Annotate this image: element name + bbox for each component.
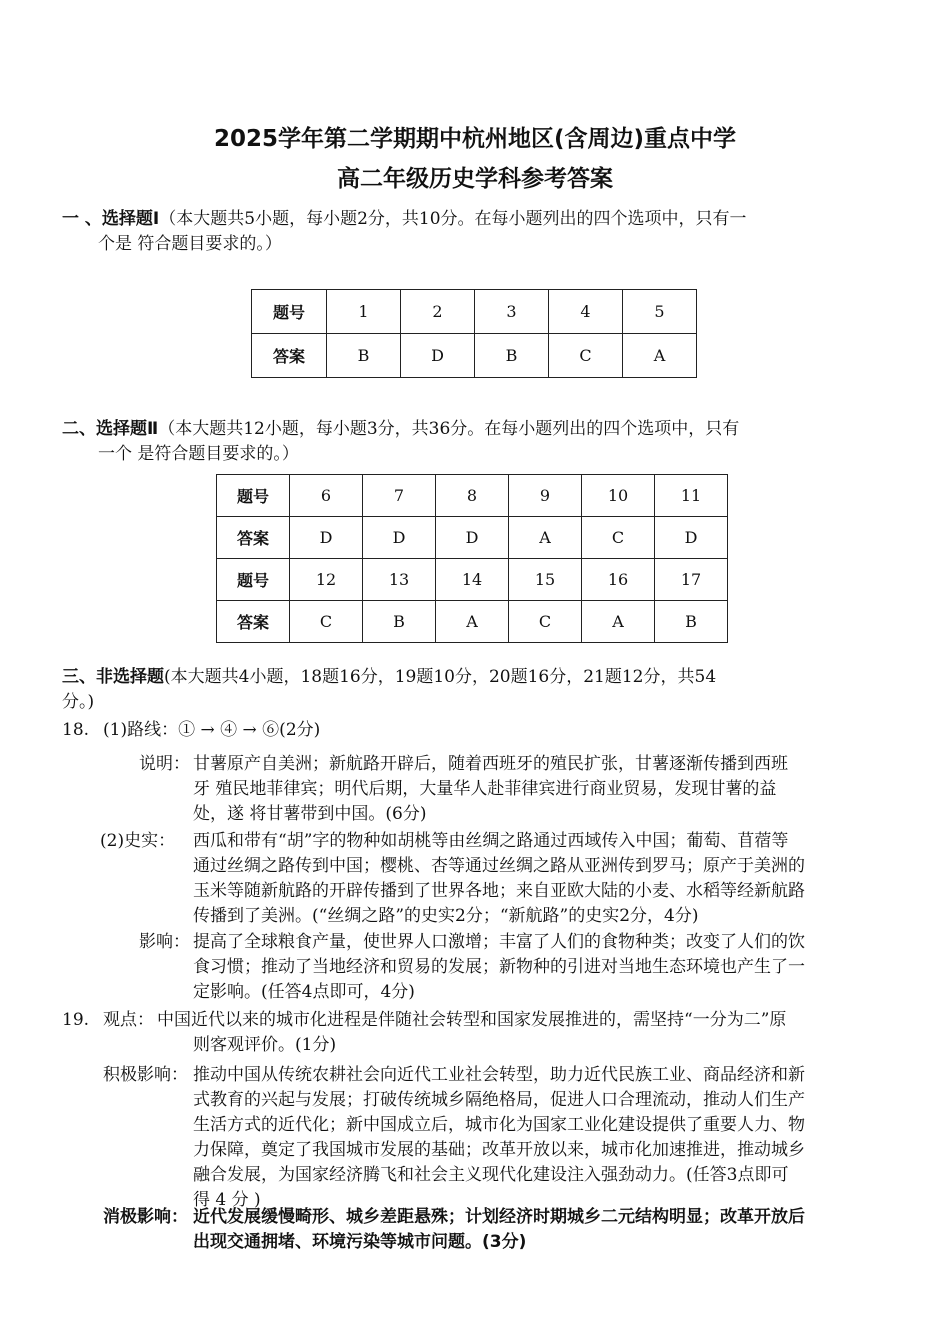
text-line: 出现交通拥堵、环境污染等城市问题。(3分) bbox=[193, 1232, 527, 1252]
question-number: 15 bbox=[509, 559, 582, 601]
answer-cell: C bbox=[509, 601, 582, 643]
q19-number: 19. bbox=[62, 1010, 90, 1030]
answer-cell: D bbox=[436, 517, 509, 559]
answer-cell: D bbox=[363, 517, 436, 559]
question-number: 13 bbox=[363, 559, 436, 601]
q18-impact-label: 影响： bbox=[139, 932, 190, 952]
section3-desc-line1: (本大题共4小题，18题16分，19题10分，20题16分，21题12分，共54 bbox=[164, 667, 717, 687]
answer-cell: D bbox=[290, 517, 363, 559]
question-number: 17 bbox=[655, 559, 728, 601]
answer-cell: C bbox=[582, 517, 655, 559]
section2-heading: 二、选择题Ⅱ bbox=[62, 419, 159, 439]
answer-cell: B bbox=[475, 334, 549, 378]
q19-positive-label: 积极影响： bbox=[103, 1065, 188, 1085]
answer-cell: D bbox=[401, 334, 475, 378]
answer-cell: C bbox=[549, 334, 623, 378]
row-label-number: 题号 bbox=[252, 290, 327, 334]
text-line: 融合发展，为国家经济腾飞和社会主义现代化建设注入强劲动力。(任答3点即可 bbox=[193, 1165, 789, 1185]
q18-number: 18. bbox=[62, 720, 90, 740]
question-number: 14 bbox=[436, 559, 509, 601]
page-title-line1: 2025学年第二学期期中杭州地区(含周边)重点中学 bbox=[213, 126, 737, 152]
text-line: 中国近代以来的城市化进程是伴随社会转型和国家发展推进的，需坚持“一分为二”原 bbox=[157, 1010, 787, 1030]
text-line: 力保障，奠定了我国城市发展的基础；改革开放以来，城市化加速推进，推动城乡 bbox=[193, 1140, 805, 1160]
section3-desc-line2: 分。) bbox=[62, 692, 95, 712]
text-line: 西瓜和带有“胡”字的物种如胡桃等由丝绸之路通过西域传入中国；葡萄、苜蓿等 bbox=[193, 831, 789, 851]
answer-cell: B bbox=[363, 601, 436, 643]
q18-impact-text bbox=[193, 930, 893, 1005]
row-label-number: 题号 bbox=[217, 475, 290, 517]
section1-answer-row bbox=[252, 334, 697, 378]
section3-heading: 三、非选择题 bbox=[62, 667, 164, 687]
section2-number-row-b bbox=[217, 559, 728, 601]
question-number: 3 bbox=[475, 290, 549, 334]
row-label-answer: 答案 bbox=[217, 517, 290, 559]
section2-desc-line2: 一个 是符合题目要求的。） bbox=[98, 444, 299, 464]
answer-cell: D bbox=[655, 517, 728, 559]
row-label-answer: 答案 bbox=[217, 601, 290, 643]
section2-number-row-a bbox=[217, 475, 728, 517]
section2-intro bbox=[62, 417, 892, 467]
section2-answer-row-a bbox=[217, 517, 728, 559]
q18-explain-label: 说明： bbox=[139, 754, 190, 774]
text-line: 式教育的兴起与发展；打破传统城乡隔绝格局，促进人口合理流动，推动人们生产 bbox=[193, 1090, 805, 1110]
question-number: 5 bbox=[623, 290, 697, 334]
text-line: 提高了全球粮食产量，使世界人口激增；丰富了人们的食物种类；改变了人们的饮 bbox=[193, 932, 805, 952]
q19-positive-text bbox=[193, 1063, 893, 1213]
q19-negative-text bbox=[193, 1205, 893, 1255]
question-number: 9 bbox=[509, 475, 582, 517]
q18-history-label: (2)史实： bbox=[100, 831, 176, 851]
row-label-answer: 答案 bbox=[252, 334, 327, 378]
q18-explain-text bbox=[193, 752, 893, 827]
section1-intro bbox=[62, 207, 892, 257]
text-line: 传播到了美洲。(“丝绸之路”的史实2分；“新航路”的史实2分，4分) bbox=[193, 906, 699, 926]
text-line: 近代发展缓慢畸形、城乡差距悬殊；计划经济时期城乡二元结构明显；改革开放后 bbox=[193, 1207, 805, 1227]
text-line: 定影响。(任答4点即可，4分) bbox=[193, 982, 415, 1002]
section1-desc-line1: （本大题共5小题，每小题2分，共10分。在每小题列出的四个选项中，只有一 bbox=[159, 209, 747, 229]
text-line: 甘薯原产自美洲；新航路开辟后，随着西班牙的殖民扩张，甘薯逐渐传播到西班 bbox=[193, 754, 788, 774]
section1-answer-table bbox=[251, 289, 697, 378]
question-number: 11 bbox=[655, 475, 728, 517]
q19-view-label: 观点： bbox=[103, 1010, 154, 1030]
page-title-line2: 高二年级历史学科参考答案 bbox=[337, 166, 613, 192]
answer-cell: B bbox=[655, 601, 728, 643]
answer-cell: A bbox=[623, 334, 697, 378]
q19-view-text bbox=[157, 1008, 892, 1058]
question-number: 4 bbox=[549, 290, 623, 334]
section1-number-row bbox=[252, 290, 697, 334]
section1-desc-line2: 个是 符合题目要求的。） bbox=[98, 234, 282, 254]
question-number: 1 bbox=[327, 290, 401, 334]
text-line: 食习惯；推动了当地经济和贸易的发展；新物种的引进对当地生态环境也产生了一 bbox=[193, 957, 805, 977]
question-number: 10 bbox=[582, 475, 655, 517]
row-label-number: 题号 bbox=[217, 559, 290, 601]
q19-negative-label: 消极影响： bbox=[103, 1207, 188, 1227]
q18-history-text bbox=[193, 829, 893, 929]
text-line: 得 4 分 ) bbox=[193, 1190, 261, 1210]
question-number: 2 bbox=[401, 290, 475, 334]
text-line: 推动中国从传统农耕社会向近代工业社会转型，助力近代民族工业、商品经济和新 bbox=[193, 1065, 805, 1085]
section3-intro bbox=[62, 665, 892, 715]
answer-cell: A bbox=[509, 517, 582, 559]
q18-route: (1)路线：① → ④ → ⑥(2分) bbox=[103, 720, 321, 740]
text-line: 生活方式的近代化；新中国成立后，城市化为国家工业化建设提供了重要人力、物 bbox=[193, 1115, 805, 1135]
section2-answer-table bbox=[216, 474, 728, 643]
section2-answer-row-b bbox=[217, 601, 728, 643]
question-number: 16 bbox=[582, 559, 655, 601]
text-line: 牙 殖民地菲律宾；明代后期，大量华人赴菲律宾进行商业贸易，发现甘薯的益 bbox=[193, 779, 777, 799]
question-number: 7 bbox=[363, 475, 436, 517]
text-line: 则客观评价。(1分) bbox=[193, 1035, 337, 1055]
question-number: 12 bbox=[290, 559, 363, 601]
answer-cell: B bbox=[327, 334, 401, 378]
question-number: 6 bbox=[290, 475, 363, 517]
text-line: 通过丝绸之路传到中国；樱桃、杏等通过丝绸之路从亚洲传到罗马；原产于美洲的 bbox=[193, 856, 805, 876]
section1-heading: 一 、选择题Ⅰ bbox=[62, 209, 160, 229]
section2-desc-line1: （本大题共12小题，每小题3分，共36分。在每小题列出的四个选项中，只有 bbox=[158, 419, 740, 439]
answer-cell: C bbox=[290, 601, 363, 643]
answer-cell: A bbox=[582, 601, 655, 643]
question-number: 8 bbox=[436, 475, 509, 517]
text-line: 处，遂 将甘薯带到中国。(6分) bbox=[193, 804, 427, 824]
answer-cell: A bbox=[436, 601, 509, 643]
text-line: 玉米等随新航路的开辟传播到了世界各地；来自亚欧大陆的小麦、水稻等经新航路 bbox=[193, 881, 805, 901]
